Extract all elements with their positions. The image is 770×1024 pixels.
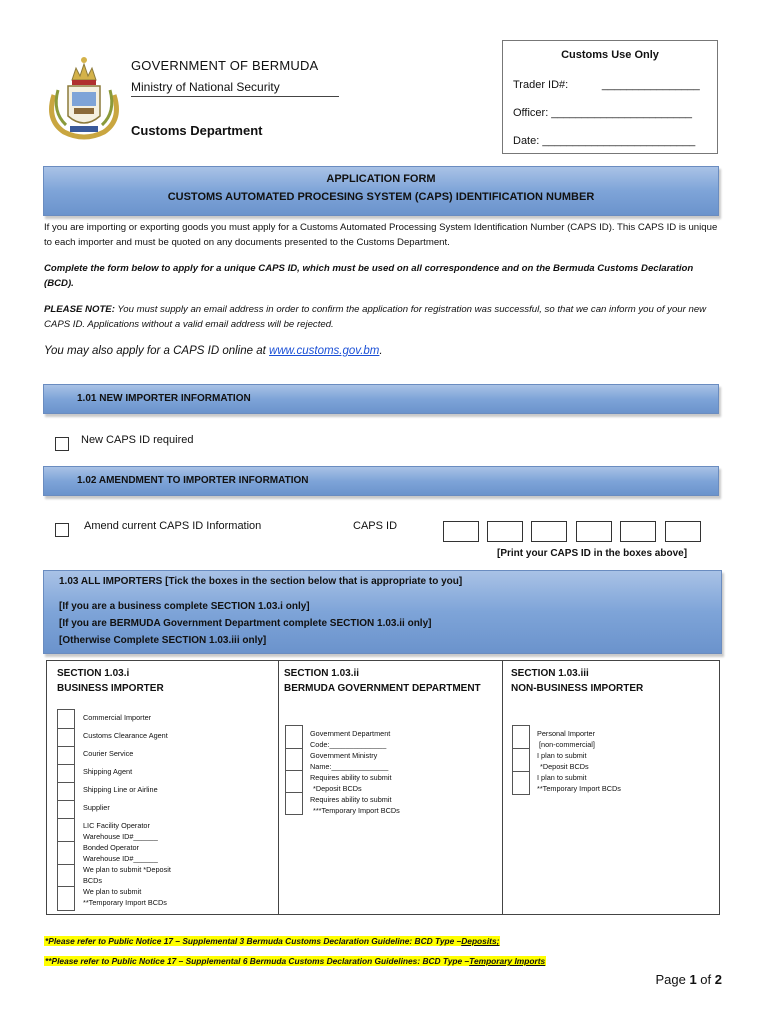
list-item: **Temporary Import BCDs [537, 784, 621, 793]
caps-id-label: CAPS ID [353, 520, 398, 532]
list-item: We plan to submit *Deposit [83, 865, 171, 874]
shipping-agent-checkbox[interactable] [58, 765, 74, 783]
list-item: Supplier [83, 803, 110, 812]
list-item: Code:______________ [310, 740, 387, 749]
caps-id-digit-3[interactable] [531, 521, 567, 542]
page-of: of [696, 972, 715, 987]
list-item: I plan to submit [537, 751, 587, 760]
commercial-importer-checkbox[interactable] [58, 710, 74, 729]
column-divider [502, 661, 503, 914]
form-subtitle: CUSTOMS AUTOMATED PROCESING SYSTEM (CAPS) IDENTIFICATION NUMBER [167, 191, 595, 203]
temporary-notice-link[interactable]: Temporary Imports [469, 956, 546, 966]
section-103-business-note: [If you are a business complete SECTION 1.03.i only] [59, 601, 310, 612]
intro-paragraph: If you are importing or exporting goods you must apply for a Customs Automated Processing System Identification Number (CAPS ID). This CAPS ID is unique to each importer and must be quoted on any documents presented to the Customs Department. [44, 222, 718, 248]
bermuda-crest-logo [44, 50, 124, 140]
col3-section: SECTION 1.03.iii [511, 668, 589, 679]
customs-clearance-checkbox[interactable] [58, 729, 74, 747]
list-item: Requires ability to submit [310, 795, 392, 804]
deposit-notice-text: *Please refer to Public Notice 17 – Supplemental 3 Bermuda Customs Declaration Guideline: BCD Type – [45, 936, 462, 946]
form-title-banner [43, 166, 719, 216]
gov-ministry-checkbox[interactable] [286, 749, 302, 771]
government-title: GOVERNMENT OF BERMUDA [131, 58, 319, 73]
department-name: Customs Department [131, 123, 263, 138]
amend-caps-label: Amend current CAPS ID Information [84, 520, 262, 532]
page-number [655, 972, 722, 987]
complete-instruction: Complete the form below to apply for a unique CAPS ID, which must be used on all correspondence and on the Bermuda Customs Declaration (BCD). [44, 263, 694, 289]
section-102-title: 1.02 AMENDMENT TO IMPORTER INFORMATION [77, 475, 309, 486]
col3-checkbox-column [512, 725, 530, 795]
list-item: Name:______________ [310, 762, 389, 771]
please-note-label: PLEASE NOTE: [44, 304, 115, 315]
col2-header [284, 666, 481, 696]
caps-id-digit-6[interactable] [665, 521, 701, 542]
col2-checkbox-column [285, 725, 303, 815]
importer-type-table [46, 660, 720, 915]
please-note [44, 302, 724, 332]
section-103-banner [43, 570, 722, 654]
col1-header [57, 666, 164, 696]
list-item: Commercial Importer [83, 713, 152, 722]
officer-field[interactable]: Officer: _______________________ [513, 107, 693, 119]
col2-title: BERMUDA GOVERNMENT DEPARTMENT [284, 683, 481, 694]
list-item: LIC Facility Operator [83, 821, 150, 830]
temporary-import-notice [44, 951, 546, 969]
list-item: *Deposit BCDs [313, 784, 362, 793]
deposit-notice-link[interactable]: Deposits; [461, 936, 500, 946]
online-apply-suffix: . [379, 345, 383, 357]
gov-temporary-checkbox[interactable] [286, 793, 302, 814]
list-item: Government Ministry [310, 751, 378, 760]
list-item: Courier Service [83, 749, 134, 758]
supplier-checkbox[interactable] [58, 801, 74, 819]
col3-header [511, 666, 643, 696]
col1-section: SECTION 1.03.i [57, 668, 130, 679]
amend-caps-checkbox[interactable] [55, 523, 69, 537]
list-item: **Temporary Import BCDs [83, 898, 167, 907]
temporary-import-checkbox[interactable] [58, 887, 74, 910]
please-note-text: You must supply an email address in order to confirm the application for registration was successful, so that we can inform you of your new CAPS ID. Applications without a valid email address will be rejected. [44, 304, 707, 330]
list-item: Customs Clearance Agent [83, 731, 168, 740]
section-103-other-note: [Otherwise Complete SECTION 1.03.iii only] [59, 635, 267, 646]
caps-id-digit-5[interactable] [620, 521, 656, 542]
gov-department-checkbox[interactable] [286, 726, 302, 749]
list-item: Warehouse ID#______ [83, 854, 158, 863]
list-item: *Deposit BCDs [540, 762, 589, 771]
new-caps-checkbox[interactable] [55, 437, 69, 451]
lic-operator-checkbox[interactable] [58, 819, 74, 842]
col1-items [83, 712, 171, 908]
caps-id-digit-1[interactable] [443, 521, 479, 542]
page-total: 2 [714, 972, 722, 987]
deposit-notice [44, 931, 500, 949]
col1-title: BUSINESS IMPORTER [57, 683, 164, 694]
list-item: Shipping Line or Airline [83, 785, 158, 794]
col2-section: SECTION 1.03.ii [284, 668, 360, 679]
list-item: Government Department [310, 729, 391, 738]
section-103-title: 1.03 ALL IMPORTERS [Tick the boxes in the section below that is appropriate to you] [59, 576, 463, 587]
section-101-banner [43, 384, 719, 414]
list-item: Requires ability to submit [310, 773, 392, 782]
list-item: BCDs [83, 876, 103, 885]
temporary-notice-text: **Please refer to Public Notice 17 – Supplemental 6 Bermuda Customs Declaration Guidelines: BCD Type – [45, 956, 470, 966]
col3-title: NON-BUSINESS IMPORTER [511, 683, 644, 694]
list-item: [non-commercial] [539, 740, 595, 749]
customs-use-box [502, 40, 718, 154]
page-current: 1 [689, 972, 697, 987]
online-apply-text: You may also apply for a CAPS ID online at [44, 345, 270, 357]
col3-items [537, 728, 621, 794]
list-item: We plan to submit [83, 887, 142, 896]
personal-deposit-checkbox[interactable] [513, 749, 529, 772]
gov-deposit-checkbox[interactable] [286, 771, 302, 793]
customs-website-link[interactable]: www.customs.gov.bm [269, 345, 380, 357]
section-102-banner [43, 466, 719, 496]
ministry-name: Ministry of National Security [131, 80, 339, 97]
caps-id-digit-4[interactable] [576, 521, 612, 542]
page-word: Page [655, 972, 690, 987]
personal-importer-checkbox[interactable] [513, 726, 529, 749]
trader-id-field[interactable]: Trader ID#: ________________ [513, 79, 700, 91]
list-item: Shipping Agent [83, 767, 133, 776]
list-item: ***Temporary Import BCDs [313, 806, 400, 815]
online-apply-line [44, 344, 724, 359]
bonded-operator-checkbox[interactable] [58, 842, 74, 865]
form-title: APPLICATION FORM [326, 173, 436, 185]
shipping-line-checkbox[interactable] [58, 783, 74, 801]
courier-service-checkbox[interactable] [58, 747, 74, 765]
date-field[interactable]: Date: _________________________ [513, 135, 696, 147]
list-item: Personal Importer [537, 729, 595, 738]
section-101-title: 1.01 NEW IMPORTER INFORMATION [77, 393, 251, 404]
new-caps-label: New CAPS ID required [81, 434, 194, 446]
personal-temporary-checkbox[interactable] [513, 772, 529, 794]
list-item: Warehouse ID#______ [83, 832, 158, 841]
list-item: Bonded Operator [83, 843, 139, 852]
deposit-bcd-checkbox[interactable] [58, 865, 74, 887]
col2-items [310, 728, 400, 816]
caps-id-note: [Print your CAPS ID in the boxes above] [497, 548, 688, 559]
section-103-government-note: [If you are BERMUDA Government Department complete SECTION 1.03.ii only] [59, 618, 432, 629]
column-divider [278, 661, 279, 914]
customs-use-title: Customs Use Only [561, 49, 659, 61]
col1-checkbox-column [57, 709, 75, 911]
list-item: I plan to submit [537, 773, 587, 782]
caps-id-digit-2[interactable] [487, 521, 523, 542]
